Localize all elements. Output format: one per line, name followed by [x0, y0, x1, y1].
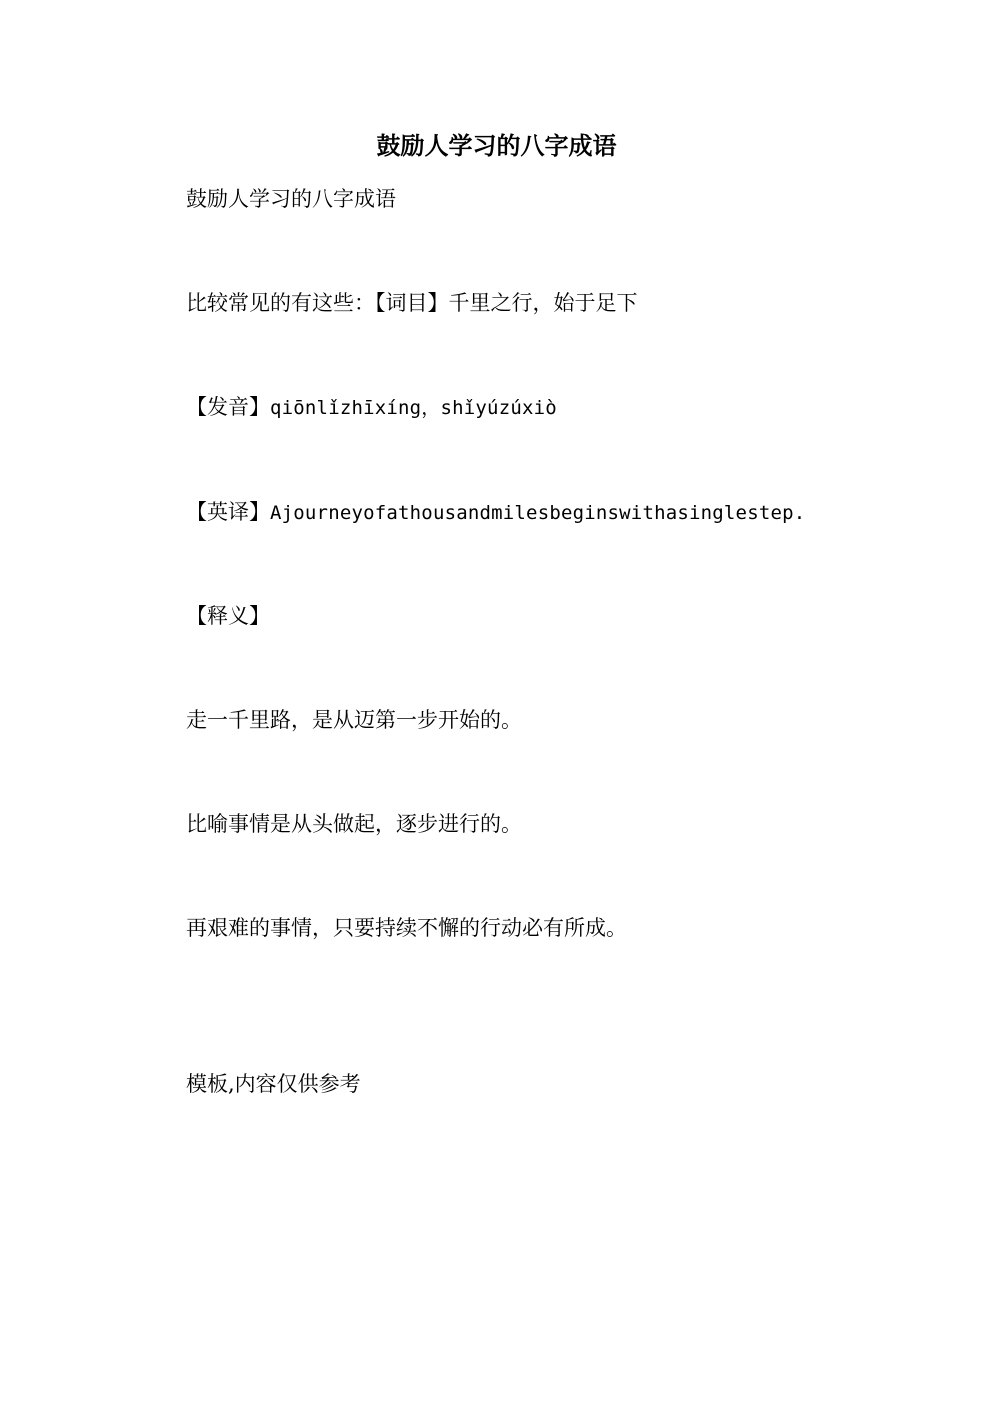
pronunciation-paragraph — [186, 392, 966, 423]
pronunciation-text: qiōnlǐzhīxíng，shǐyúzúxiò — [270, 397, 557, 419]
intro-prefix: 比较常见的有这些： — [186, 291, 375, 315]
intro-idiom: 千里之行，始于足下 — [448, 291, 638, 315]
subtitle-paragraph: 鼓励人学习的八字成语 — [186, 187, 396, 211]
meaning-line: 再艰难的事情，只要持续不懈的行动必有所成。 — [186, 916, 627, 940]
meaning-line: 比喻事情是从头做起，逐步进行的。 — [186, 812, 522, 836]
translation-paragraph — [186, 497, 966, 528]
intro-paragraph — [186, 288, 966, 318]
pronunciation-tag: 【发音】 — [186, 395, 270, 419]
footer-note: 模板,内容仅供参考 — [186, 1072, 361, 1096]
intro-tag: 【词目】 — [375, 291, 449, 315]
document-title: 鼓励人学习的八字成语 — [376, 131, 617, 160]
meaning-line: 走一千里路，是从迈第一步开始的。 — [186, 708, 522, 732]
meaning-tag-paragraph: 【释义】 — [186, 604, 270, 628]
translation-text: Ajourneyofathousandmilesbeginswithasinglestep. — [270, 502, 806, 524]
translation-tag: 【英译】 — [186, 500, 270, 524]
